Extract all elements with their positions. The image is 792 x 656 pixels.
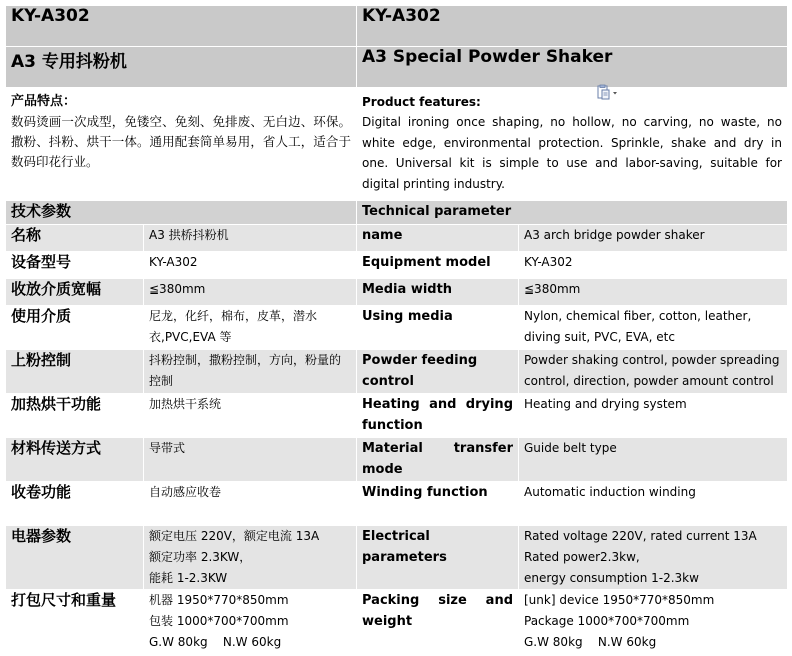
row-value-cn: 加热烘干系统 xyxy=(144,394,357,438)
features-text-en: Digital ironing once shaping, no hollow, no carving, no waste, no white edge, environmental protection. Sprinkle, shake and dry in one. Universal kit is simple to use and labor-saving, suitable for digital printing industry. xyxy=(362,115,782,191)
row-value-en: A3 arch bridge powder shaker xyxy=(519,225,788,252)
row-value-cn: ≦380mm xyxy=(144,279,357,306)
section-title-en: Technical parameter xyxy=(357,201,788,225)
electrical-label-en: Electrical parameters xyxy=(357,526,519,590)
row-label-cn: 收放介质宽幅 xyxy=(6,279,144,306)
electrical-line-en: Rated power2.3kw, xyxy=(524,550,640,564)
product-name-en: A3 Special Powder Shaker xyxy=(357,47,788,88)
row-label-en: Using media xyxy=(357,306,519,350)
packing-label-en: Packing size and weight xyxy=(357,590,519,654)
packing-value-cn xyxy=(144,590,357,654)
row-value-cn: 抖粉控制，撒粉控制，方向，粉量的控制 xyxy=(144,350,357,394)
packing-line-en: G.W 80kg N.W 60kg xyxy=(524,635,657,649)
electrical-line-en: Rated voltage 220V, rated current 13A xyxy=(524,529,757,543)
row-value-cn: KY-A302 xyxy=(144,252,357,279)
row-value-en: Guide belt type xyxy=(519,438,788,482)
features-text-cn: 数码烫画一次成型，免镂空、免刻、免排废、无白边、环保。撒粉、抖粉、烘干一体。通用配套简单易用，省人工，适合于数码印花行业。 xyxy=(11,114,351,169)
packing-label-cn: 打包尺寸和重量 xyxy=(6,590,144,654)
packing-line-cn: 机器 1950*770*850mm xyxy=(149,593,289,607)
electrical-value-en xyxy=(519,526,788,590)
electrical-value-cn xyxy=(144,526,357,590)
features-title-en: Product features: xyxy=(362,95,481,109)
packing-value-en xyxy=(519,590,788,654)
model-title-en: KY-A302 xyxy=(357,6,788,47)
features-en xyxy=(357,88,788,201)
electrical-line-en: energy consumption 1-2.3kw xyxy=(524,571,699,585)
row-value-cn: 导带式 xyxy=(144,438,357,482)
model-title-cn: KY-A302 xyxy=(6,6,357,47)
row-label-cn: 名称 xyxy=(6,225,144,252)
row-value-cn: A3 拱桥抖粉机 xyxy=(144,225,357,252)
features-title-cn: 产品特点： xyxy=(11,94,77,109)
packing-line-en: Package 1000*700*700mm xyxy=(524,614,690,628)
electrical-line-cn: 额定电压 220V，额定电流 13A xyxy=(149,529,320,543)
row-label-en: Powder feeding control xyxy=(357,350,519,394)
row-value-en: Powder shaking control, powder spreading control, direction, powder amount control xyxy=(519,350,788,394)
row-label-cn: 收卷功能 xyxy=(6,482,144,526)
packing-line-cn: G.W 80kg N.W 60kg xyxy=(149,635,282,649)
row-label-en: Heating and drying function xyxy=(357,394,519,438)
row-label-en: Equipment model xyxy=(357,252,519,279)
row-value-en: Heating and drying system xyxy=(519,394,788,438)
row-value-en: KY-A302 xyxy=(519,252,788,279)
row-label-en: Winding function xyxy=(357,482,519,526)
packing-line-cn: 包装 1000*700*700mm xyxy=(149,614,289,628)
spec-table xyxy=(5,5,788,654)
row-label-cn: 加热烘干功能 xyxy=(6,394,144,438)
row-label-en: name xyxy=(357,225,519,252)
row-value-en: Automatic induction winding xyxy=(519,482,788,526)
row-value-en: ≦380mm xyxy=(519,279,788,306)
electrical-line-cn: 能耗 1-2.3KW xyxy=(149,571,228,585)
row-label-en: Material transfer mode xyxy=(357,438,519,482)
section-title-cn: 技术参数 xyxy=(6,201,357,225)
row-value-cn: 尼龙，化纤，棉布，皮革，潜水衣,PVC,EVA 等 xyxy=(144,306,357,350)
row-label-cn: 使用介质 xyxy=(6,306,144,350)
features-cn xyxy=(6,88,357,201)
clipboard-icon[interactable] xyxy=(597,84,619,102)
row-label-en: Media width xyxy=(357,279,519,306)
row-label-cn: 设备型号 xyxy=(6,252,144,279)
electrical-line-cn: 额定功率 2.3KW， xyxy=(149,550,252,564)
row-label-cn: 上粉控制 xyxy=(6,350,144,394)
electrical-label-cn: 电器参数 xyxy=(6,526,144,590)
row-value-en: Nylon, chemical fiber, cotton, leather, diving suit, PVC, EVA, etc xyxy=(519,306,788,350)
row-value-cn: 自动感应收卷 xyxy=(144,482,357,526)
row-label-cn: 材料传送方式 xyxy=(6,438,144,482)
packing-line-en: [unk] device 1950*770*850mm xyxy=(524,593,715,607)
product-name-cn: A3 专用抖粉机 xyxy=(6,47,357,88)
